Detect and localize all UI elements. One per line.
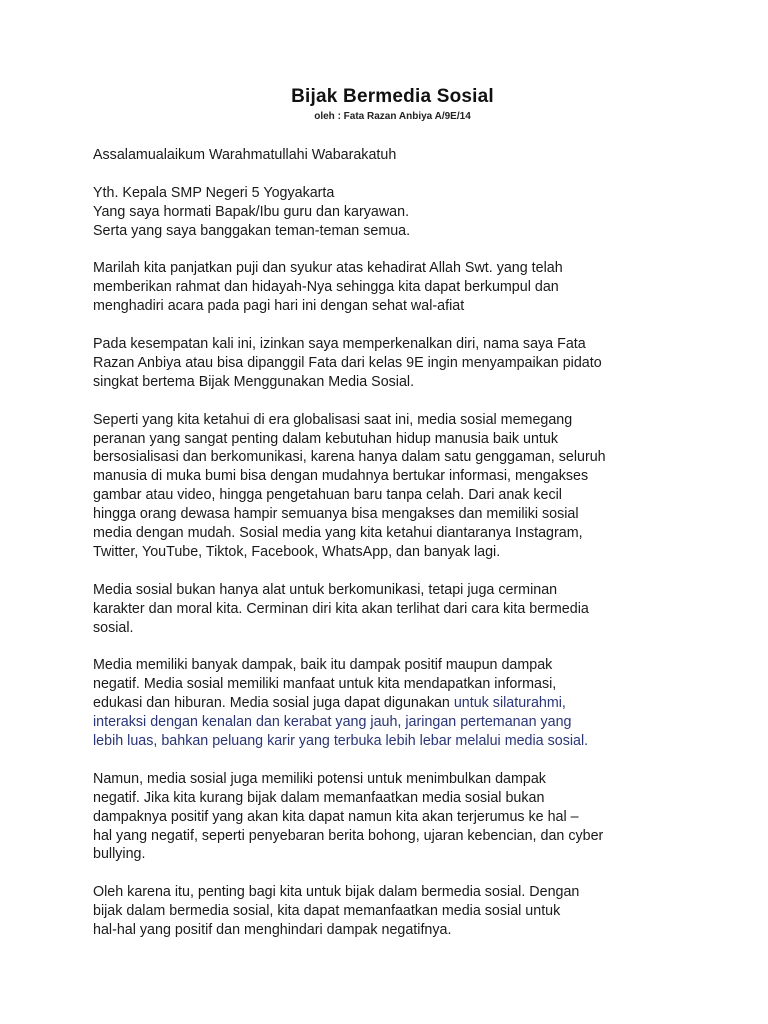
- text-line: Oleh karena itu, penting bagi kita untuk bijak dalam bermedia sosial. Dengan: [93, 884, 580, 901]
- text-line: bersosialisasi dan berkomunikasi, karena hanya dalam satu genggaman, seluruh: [93, 449, 606, 466]
- text-line: dampaknya positif yang akan kita dapat namun kita akan terjerumus ke hal –: [93, 808, 579, 825]
- text-line: negatif. Jika kita kurang bijak dalam memanfaatkan media sosial bukan: [93, 789, 545, 806]
- text-line: Media memiliki banyak dampak, baik itu dampak positif maupun dampak: [93, 657, 553, 674]
- text-line: Yth. Kepala SMP Negeri 5 Yogyakarta: [93, 184, 335, 201]
- text-line: Pada kesempatan kali ini, izinkan saya memperkenalkan diri, nama saya Fata: [93, 336, 586, 353]
- text-line: Yang saya hormati Bapak/Ibu guru dan karyawan.: [93, 203, 410, 220]
- document-title: Bijak Bermedia Sosial: [291, 86, 494, 107]
- text-line: Seperti yang kita ketahui di era globalisasi saat ini, media sosial memegang: [93, 411, 573, 428]
- paragraph-introduction: [93, 335, 692, 392]
- highlighted-text: untuk silaturahmi,: [453, 695, 566, 712]
- text-line: [93, 694, 692, 713]
- text-line: gambar atau video, hingga pengetahuan baru tanpa celah. Dari anak kecil: [93, 487, 562, 504]
- text-line: sosial.: [93, 619, 134, 636]
- text-line: singkat bertema Bijak Menggunakan Media Sosial.: [93, 373, 415, 390]
- document-author: oleh : Fata Razan Anbiya A/9E/14: [314, 111, 471, 122]
- text-line: manusia di muka bumi bisa dengan mudahnya bertukar informasi, mengakses: [93, 468, 589, 485]
- paragraph-opening: [93, 259, 692, 316]
- text-line: Razan Anbiya atau bisa dipanggil Fata dari kelas 9E ingin menyampaikan pidato: [93, 354, 602, 371]
- paragraph-salutation: [93, 184, 692, 241]
- text-line: hingga orang dewasa hampir semuanya bisa mengakses dan memiliki sosial: [93, 506, 579, 523]
- highlighted-text-line: lebih luas, bahkan peluang karir yang terbuka lebih lebar melalui media sosial.: [93, 733, 589, 749]
- text-line: negatif. Media sosial memiliki manfaat untuk kita mendapatkan informasi,: [93, 676, 557, 693]
- text-line: bullying.: [93, 846, 146, 863]
- paragraph-reflection: [93, 581, 692, 638]
- text-line: Marilah kita panjatkan puji dan syukur atas kehadirat Allah Swt. yang telah: [93, 260, 563, 277]
- paragraph-negative-impact: [93, 770, 692, 865]
- text-segment: edukasi dan hiburan. Media sosial juga dapat digunakan: [93, 695, 454, 712]
- text-line: Media sosial bukan hanya alat untuk berkomunikasi, tetapi juga cerminan: [93, 581, 558, 598]
- text-line: Serta yang saya banggakan teman-teman semua.: [93, 222, 411, 239]
- text-line: Namun, media sosial juga memiliki potensi untuk menimbulkan dampak: [93, 770, 546, 787]
- text-line: karakter dan moral kita. Cerminan diri kita akan terlihat dari cara kita bermedia: [93, 600, 589, 617]
- text-line: hal-hal yang positif dan menghindari dampak negatifnya.: [93, 922, 452, 939]
- text-line: bijak dalam bermedia sosial, kita dapat memanfaatkan media sosial untuk: [93, 903, 561, 920]
- highlighted-text-line: interaksi dengan kenalan dan kerabat yang jauh, jaringan pertemanan yang: [93, 714, 572, 731]
- paragraph-globalization: [93, 411, 692, 562]
- text-line: menghadiri acara pada pagi hari ini dengan sehat wal-afiat: [93, 298, 465, 315]
- text-line: memberikan rahmat dan hidayah-Nya sehingga kita dapat berkumpul dan: [93, 279, 559, 296]
- text-line: peranan yang sangat penting dalam kebutuhan hidup manusia baik untuk: [93, 430, 558, 447]
- text-line: hal yang negatif, seperti penyebaran berita bohong, ujaran kebencian, dan cyber: [93, 827, 604, 844]
- paragraph-conclusion: [93, 883, 692, 940]
- text-line: Twitter, YouTube, Tiktok, Facebook, WhatsApp, dan banyak lagi.: [93, 543, 501, 560]
- text-line: Assalamualaikum Warahmatullahi Wabarakatuh: [93, 147, 397, 163]
- text-line: media dengan mudah. Sosial media yang kita ketahui diantaranya Instagram,: [93, 525, 583, 542]
- paragraph-greeting: [93, 146, 692, 165]
- paragraph-impact: [93, 656, 692, 751]
